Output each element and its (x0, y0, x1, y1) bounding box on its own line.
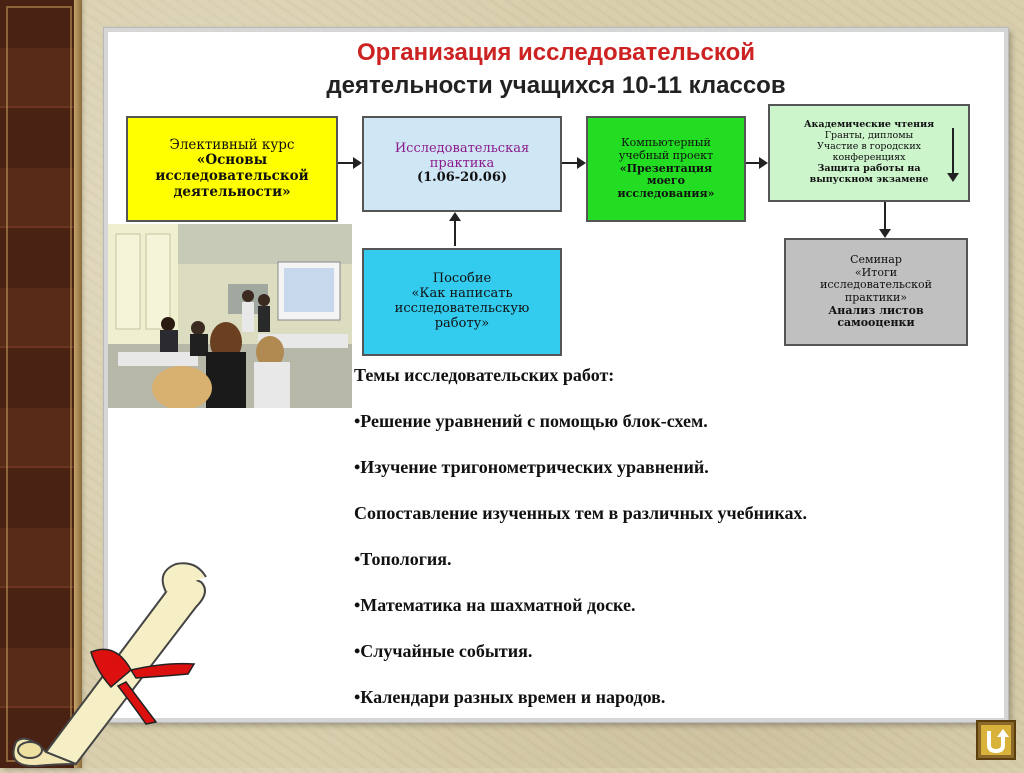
topic-item: •Математика на шахматной доске. (354, 595, 636, 615)
topics-heading: Темы исследовательских работ: (354, 365, 615, 385)
project-line-5: исследования» (617, 186, 715, 200)
topic-item: •Решение уравнений с помощью блок-схем. (354, 411, 708, 431)
arrow-readings-internal (952, 128, 954, 180)
seminar-line-3: исследовательской (820, 278, 932, 292)
classroom-photo (108, 224, 352, 408)
elective-line-3: исследовательской (155, 168, 309, 184)
diploma-scroll-icon (6, 552, 216, 768)
topic-item: •Изучение тригонометрических уравнений. (354, 457, 709, 477)
readings-line-2: Гранты, дипломы (824, 130, 914, 142)
practice-line-1: Исследовательская (394, 140, 530, 156)
manual-line-3: исследовательскую (394, 301, 530, 316)
project-line-3: «Презентация (619, 161, 713, 175)
arrow-readings-to-seminar (884, 202, 886, 236)
seminar-line-1: Семинар (850, 253, 902, 267)
topic-item: •Календари разных времен и народов. (354, 687, 666, 707)
project-line-1: Компьютерный (621, 136, 711, 150)
seminar-line-6: самооценки (837, 316, 915, 330)
elective-line-1: Элективный курс (169, 136, 295, 153)
seminar-line-5: Анализ листов (828, 303, 924, 317)
readings-line-5: Защита работы на (817, 162, 921, 174)
slide-panel (104, 28, 1008, 722)
topic-item: •Топология. (354, 549, 452, 569)
seminar-line-2: «Итоги (854, 265, 898, 279)
research-practice-box (362, 116, 562, 212)
computer-project-box (586, 116, 746, 222)
project-line-2: учебный проект (618, 149, 714, 163)
return-arrow-icon (981, 725, 1011, 755)
topic-item: •Случайные события. (354, 641, 533, 661)
manual-box (362, 248, 562, 356)
manual-line-1: Пособие (432, 271, 492, 287)
practice-line-2: практика (429, 155, 495, 171)
seminar-box (784, 238, 968, 346)
elective-course-box (126, 116, 338, 222)
readings-line-6: выпускном экзамене (809, 173, 929, 185)
arrow-practice-to-project (562, 162, 584, 164)
topic-item: Сопоставление изученных тем в различных учебниках. (354, 503, 807, 523)
readings-line-3: Участие в городских (816, 141, 922, 153)
readings-line-4: конференциях (832, 152, 906, 163)
arrow-elective-to-practice (338, 162, 360, 164)
manual-line-2: «Как написать (411, 286, 513, 302)
slide-title (108, 36, 1004, 102)
practice-line-3: (1.06-20.06) (416, 170, 508, 186)
seminar-line-4: практики» (844, 291, 908, 304)
academic-readings-box (768, 104, 970, 202)
elective-line-4: деятельности» (173, 183, 291, 200)
elective-line-2: «Основы (196, 152, 268, 169)
return-button[interactable] (976, 720, 1016, 760)
project-line-4: моего (647, 174, 685, 188)
title-line-1: Организация исследовательской (356, 39, 756, 66)
readings-line-1: Академические чтения (803, 119, 935, 131)
arrow-project-to-readings (746, 162, 766, 164)
title-line-2: деятельности учащихся 10-11 классов (326, 72, 786, 99)
manual-line-4: работу» (434, 315, 490, 331)
research-topics (354, 362, 1004, 730)
arrow-manual-to-practice (454, 214, 456, 246)
